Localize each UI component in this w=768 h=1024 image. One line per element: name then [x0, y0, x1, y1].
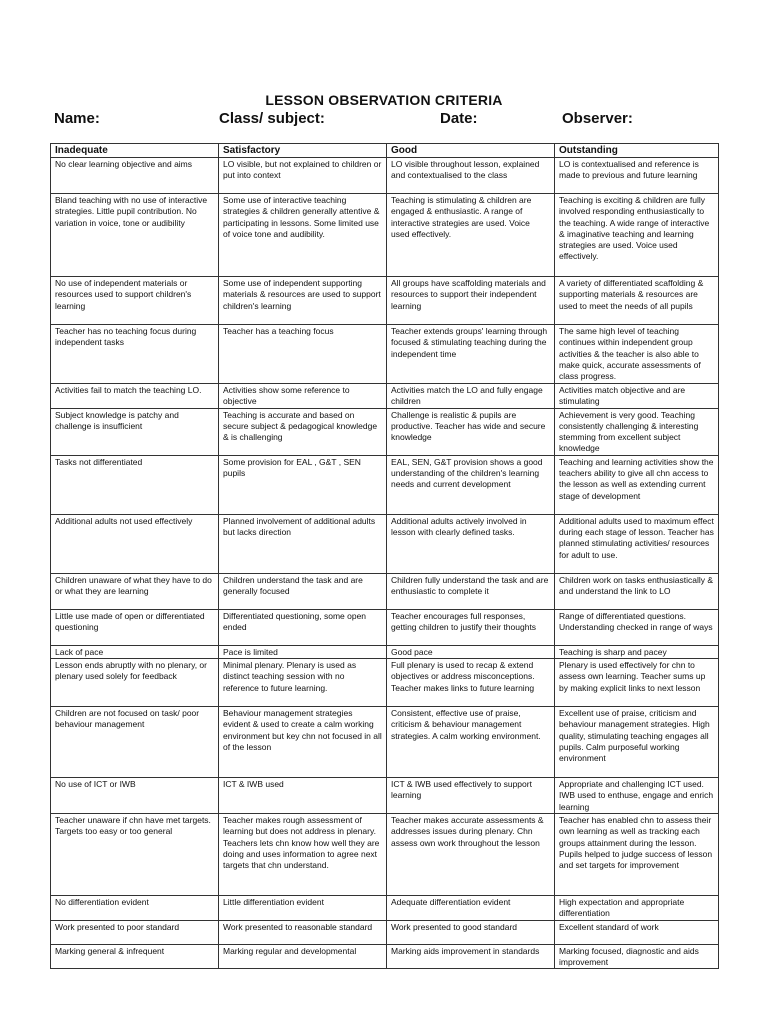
header-good: Good: [387, 144, 555, 158]
table-cell: A variety of differentiated scaffolding & supporting materials & resources are used to meet the needs of all pupils: [555, 277, 719, 325]
table-cell: Work presented to poor standard: [51, 920, 219, 944]
table-row: [51, 944, 719, 969]
table-row: [51, 194, 719, 277]
table-cell: Marking aids improvement in standards: [387, 944, 555, 969]
table-row: [51, 659, 719, 707]
table-cell: Additional adults used to maximum effect during each stage of lesson. Teacher has planned stimulating activities/ resources for adult to use.: [555, 514, 719, 573]
table-cell: Children understand the task and are generally focused: [219, 573, 387, 609]
table-row: [51, 645, 719, 658]
table-cell: Excellent use of praise, criticism and behaviour management strategies. High quality, stimulating teaching engages all pupils. Calm purposeful working environment: [555, 707, 719, 778]
table-cell: LO visible throughout lesson, explained and contextualised to the class: [387, 158, 555, 194]
table-cell: The same high level of teaching continues within independent group activities & the teacher is also able to make quick, accurate assessments of class progress.: [555, 325, 719, 384]
table-cell: Lack of pace: [51, 645, 219, 658]
table-cell: No clear learning objective and aims: [51, 158, 219, 194]
header-outstanding: Outstanding: [555, 144, 719, 158]
table-row: [51, 455, 719, 514]
table-row: [51, 896, 719, 921]
table-cell: All groups have scaffolding materials and resources to support their independent learning: [387, 277, 555, 325]
table-cell: Children fully understand the task and are enthusiastic to complete it: [387, 573, 555, 609]
table-row: [51, 384, 719, 409]
table-cell: Challenge is realistic & pupils are productive. Teacher has wide and secure knowledge: [387, 408, 555, 455]
table-cell: Subject knowledge is patchy and challenge is insufficient: [51, 408, 219, 455]
table-cell: Planned involvement of additional adults but lacks direction: [219, 514, 387, 573]
table-cell: Achievement is very good. Teaching consistently challenging & interesting stemming from excellent subject knowledge: [555, 408, 719, 455]
table-row: [51, 158, 719, 194]
header-inadequate: Inadequate: [51, 144, 219, 158]
table-cell: Teacher makes rough assessment of learning but does not address in plenary. Teachers lets chn know how well they are doing and uses information to agree next targets that chn understand.: [219, 814, 387, 896]
table-cell: High expectation and appropriate differentiation: [555, 896, 719, 921]
table-cell: Additional adults actively involved in lesson with clearly defined tasks.: [387, 514, 555, 573]
table-cell: Pace is limited: [219, 645, 387, 658]
header-fields: [54, 110, 734, 130]
table-cell: Consistent, effective use of praise, criticism & behaviour management strategies. A calm working environment.: [387, 707, 555, 778]
table-cell: Appropriate and challenging ICT used. IWB used to enthuse, engage and enrich learning: [555, 778, 719, 814]
table-row: [51, 609, 719, 645]
table-cell: Excellent standard of work: [555, 920, 719, 944]
table-row: [51, 325, 719, 384]
date-label: Date:: [440, 110, 478, 127]
table-row: [51, 778, 719, 814]
table-cell: No use of independent materials or resources used to support children's learning: [51, 277, 219, 325]
table-row: [51, 920, 719, 944]
table-cell: No use of ICT or IWB: [51, 778, 219, 814]
page-title: LESSON OBSERVATION CRITERIA: [265, 92, 503, 108]
table-row: [51, 573, 719, 609]
table-cell: ICT & IWB used effectively to support learning: [387, 778, 555, 814]
table-cell: Teaching and learning activities show the teachers ability to give all chn access to the lesson as well as extending current stage of development: [555, 455, 719, 514]
table-cell: Behaviour management strategies evident & used to create a calm working environment but key chn not focused in all of the lesson: [219, 707, 387, 778]
header-row: [51, 144, 719, 158]
table-cell: Marking regular and developmental: [219, 944, 387, 969]
table-cell: Teacher unaware if chn have met targets. Targets too easy or too general: [51, 814, 219, 896]
table-row: [51, 514, 719, 573]
table-cell: Children unaware of what they have to do or what they are learning: [51, 573, 219, 609]
table-cell: Teacher has no teaching focus during independent tasks: [51, 325, 219, 384]
table-cell: Work presented to reasonable standard: [219, 920, 387, 944]
table-cell: Some use of interactive teaching strategies & children generally attentive & participating in lessons. Some limited use of voice tone and audibility.: [219, 194, 387, 277]
name-label: Name:: [54, 110, 100, 127]
table-cell: Little differentiation evident: [219, 896, 387, 921]
table-cell: Lesson ends abruptly with no plenary, or plenary used solely for feedback: [51, 659, 219, 707]
table-cell: No differentiation evident: [51, 896, 219, 921]
table-cell: Teaching is accurate and based on secure subject & pedagogical knowledge & is challenging: [219, 408, 387, 455]
table-cell: LO visible, but not explained to children or put into context: [219, 158, 387, 194]
table-row: [51, 408, 719, 455]
table-cell: Activities match the LO and fully engage children: [387, 384, 555, 409]
table-cell: Plenary is used effectively for chn to assess own learning. Teacher sums up by making explicit links to next lesson: [555, 659, 719, 707]
table-cell: Children work on tasks enthusiastically & and understand the link to LO: [555, 573, 719, 609]
table-cell: Tasks not differentiated: [51, 455, 219, 514]
observer-label: Observer:: [562, 110, 633, 127]
table-cell: Bland teaching with no use of interactive strategies. Little pupil contribution. No variation in voice, tone or audibility: [51, 194, 219, 277]
table-cell: EAL, SEN, G&T provision shows a good understanding of the children's learning needs and current development: [387, 455, 555, 514]
table-cell: Differentiated questioning, some open ended: [219, 609, 387, 645]
table-row: [51, 277, 719, 325]
table-cell: Little use made of open or differentiated questioning: [51, 609, 219, 645]
class-subject-label: Class/ subject:: [219, 110, 325, 127]
table-cell: Work presented to good standard: [387, 920, 555, 944]
table-cell: Adequate differentiation evident: [387, 896, 555, 921]
table-cell: Teacher extends groups' learning through focused & stimulating teaching during the independent time: [387, 325, 555, 384]
table-row: [51, 814, 719, 896]
table-cell: Teaching is stimulating & children are engaged & enthusiastic. A range of interactive strategies are used. Voice used effectively.: [387, 194, 555, 277]
table-cell: Teacher has a teaching focus: [219, 325, 387, 384]
table-cell: Teaching is exciting & children are fully involved responding enthusiastically to the teaching. A wide range of interactive & imaginative teaching and learning strategies are used. Voice used effectively.: [555, 194, 719, 277]
criteria-table: [50, 143, 719, 969]
table-cell: Additional adults not used effectively: [51, 514, 219, 573]
table-cell: Some provision for EAL , G&T , SEN pupils: [219, 455, 387, 514]
table-cell: Activities show some reference to objective: [219, 384, 387, 409]
table-cell: Marking focused, diagnostic and aids improvement: [555, 944, 719, 969]
table-cell: Minimal plenary. Plenary is used as distinct teaching session with no reference to future learning.: [219, 659, 387, 707]
table-cell: Activities fail to match the teaching LO.: [51, 384, 219, 409]
table-cell: Some use of independent supporting materials & resources are used to support children's learning: [219, 277, 387, 325]
table-cell: Marking general & infrequent: [51, 944, 219, 969]
table-cell: ICT & IWB used: [219, 778, 387, 814]
table-cell: Teacher makes accurate assessments & addresses issues during plenary. Chn assess own work throughout the lesson: [387, 814, 555, 896]
table-cell: Good pace: [387, 645, 555, 658]
table-cell: Activities match objective and are stimulating: [555, 384, 719, 409]
table-cell: Full plenary is used to recap & extend objectives or address misconceptions. Teacher makes links to future learning: [387, 659, 555, 707]
table-cell: Range of differentiated questions. Understanding checked in range of ways: [555, 609, 719, 645]
table-cell: Teacher has enabled chn to assess their own learning as well as tracking each groups attainment during the lesson. Pupils helped to judge success of lesson and set targets for improvement: [555, 814, 719, 896]
table-cell: Children are not focused on task/ poor behaviour management: [51, 707, 219, 778]
header-satisfactory: Satisfactory: [219, 144, 387, 158]
table-row: [51, 707, 719, 778]
table-cell: Teacher encourages full responses, getting children to justify their thoughts: [387, 609, 555, 645]
table-cell: LO is contextualised and reference is made to previous and future learning: [555, 158, 719, 194]
table-cell: Teaching is sharp and pacey: [555, 645, 719, 658]
